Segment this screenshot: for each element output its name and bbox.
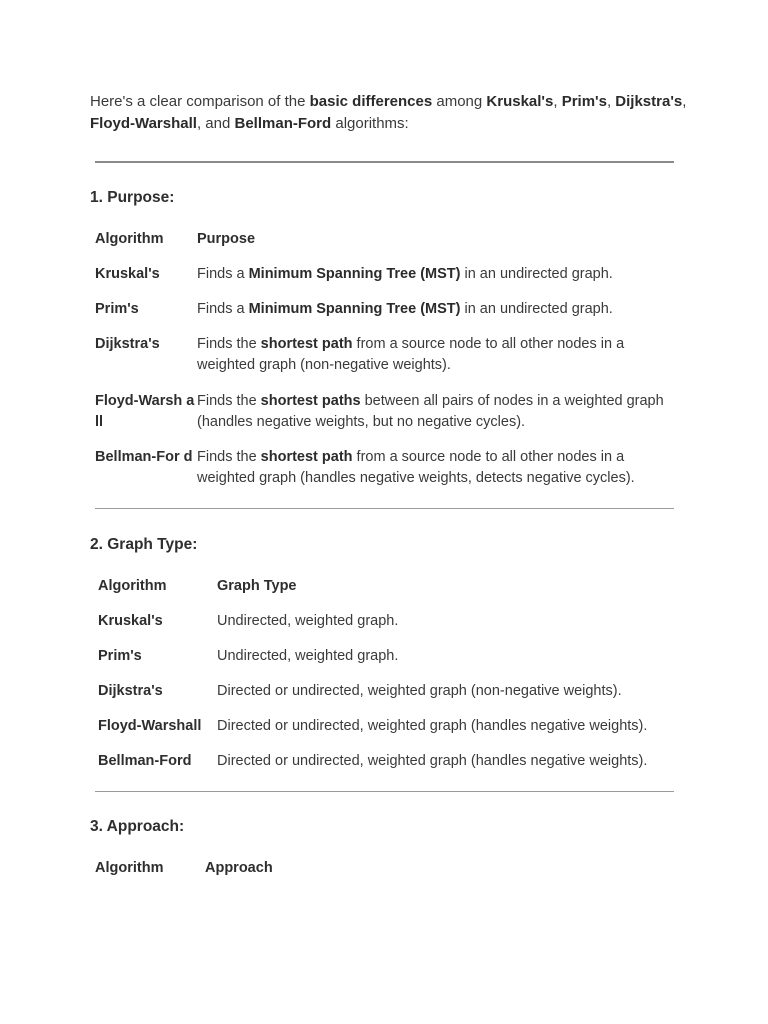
intro-bold-basic-differences: basic differences <box>309 93 433 110</box>
table-header-row <box>95 229 667 264</box>
table-row <box>98 716 672 751</box>
intro-text: , and <box>196 115 235 132</box>
algorithm-cell: Bellman-For d <box>95 449 193 465</box>
purpose-text: Finds the <box>197 336 261 352</box>
divider <box>95 791 674 792</box>
purpose-text: Finds the <box>197 449 261 465</box>
table-row <box>95 299 667 334</box>
column-header-algorithm: Algorithm <box>95 231 164 247</box>
purpose-cell <box>197 299 667 334</box>
section-title-approach: 3. Approach: <box>90 818 185 835</box>
intro-bold-prim: Prim's <box>561 93 607 110</box>
table-row <box>98 611 672 646</box>
intro-text: among <box>432 93 487 110</box>
algorithm-cell: Floyd-Warshall <box>98 718 202 734</box>
graph-type-cell: Directed or undirected, weighted graph (handles negative weights). <box>217 718 648 734</box>
table-row <box>95 447 667 489</box>
algorithm-cell: Bellman-Ford <box>98 753 192 769</box>
intro-text: , <box>606 93 616 110</box>
purpose-emphasis: shortest paths <box>260 393 361 409</box>
table-row <box>95 334 667 391</box>
intro-text: Here's a clear comparison of the <box>90 93 310 110</box>
intro-text: algorithms: <box>331 115 409 132</box>
table-row <box>98 681 672 716</box>
intro-bold-floyd-warshall: Floyd-Warshall <box>90 115 197 132</box>
divider <box>95 508 674 509</box>
purpose-emphasis: Minimum Spanning Tree (MST) <box>248 266 461 282</box>
intro-text: , <box>553 93 562 110</box>
algorithm-cell: Dijkstra's <box>98 683 163 699</box>
column-header-algorithm: Algorithm <box>98 578 167 594</box>
table-row <box>98 751 672 786</box>
purpose-text: from a source node to all other nodes in a weighted graph (non-negative weights). <box>197 336 625 373</box>
graph-type-cell: Undirected, weighted graph. <box>217 648 399 664</box>
column-header-approach: Approach <box>205 860 273 876</box>
approach-table <box>95 858 405 879</box>
purpose-text: from a source node to all other nodes in a weighted graph (handles negative weights, detects negative cycles). <box>197 449 635 486</box>
graph-type-table <box>98 576 672 786</box>
purpose-text: in an undirected graph. <box>460 266 613 282</box>
purpose-text: between all pairs of nodes in a weighted graph (handles negative weights, but no negative cycles). <box>197 393 664 430</box>
column-header-algorithm: Algorithm <box>95 860 164 876</box>
intro-text: , <box>682 93 687 110</box>
intro-bold-dijkstra: Dijkstra's <box>615 93 683 110</box>
intro-paragraph <box>90 91 690 135</box>
purpose-emphasis: Minimum Spanning Tree (MST) <box>248 301 461 317</box>
divider <box>95 161 674 163</box>
purpose-text: in an undirected graph. <box>460 301 613 317</box>
purpose-text: Finds a <box>197 266 249 282</box>
column-header-graph-type: Graph Type <box>217 578 297 594</box>
graph-type-cell: Directed or undirected, weighted graph (non-negative weights). <box>217 683 622 699</box>
purpose-cell <box>197 391 667 447</box>
table-header-row <box>95 858 405 879</box>
purpose-emphasis: shortest path <box>260 336 353 352</box>
purpose-emphasis: shortest path <box>260 449 353 465</box>
intro-bold-kruskal: Kruskal's <box>486 93 554 110</box>
purpose-text: Finds a <box>197 301 249 317</box>
algorithm-cell: Prim's <box>98 648 142 664</box>
algorithm-cell: Kruskal's <box>95 266 160 282</box>
intro-bold-bellman-ford: Bellman-Ford <box>234 115 332 132</box>
purpose-cell <box>197 334 667 391</box>
column-header-purpose: Purpose <box>197 231 256 247</box>
section-title-graph-type: 2. Graph Type: <box>90 536 198 553</box>
purpose-cell <box>197 447 667 489</box>
algorithm-cell: Dijkstra's <box>95 336 160 352</box>
table-header-row <box>98 576 672 611</box>
table-row <box>98 646 672 681</box>
section-title-purpose: 1. Purpose: <box>90 189 175 206</box>
algorithm-cell: Floyd-Warsh all <box>95 393 195 430</box>
graph-type-cell: Directed or undirected, weighted graph (handles negative weights). <box>217 753 648 769</box>
table-row <box>95 391 667 447</box>
graph-type-cell: Undirected, weighted graph. <box>217 613 399 629</box>
algorithm-cell: Prim's <box>95 301 139 317</box>
purpose-cell <box>197 264 667 299</box>
table-row <box>95 264 667 299</box>
purpose-text: Finds the <box>197 393 261 409</box>
algorithm-cell: Kruskal's <box>98 613 163 629</box>
purpose-table <box>95 229 667 489</box>
